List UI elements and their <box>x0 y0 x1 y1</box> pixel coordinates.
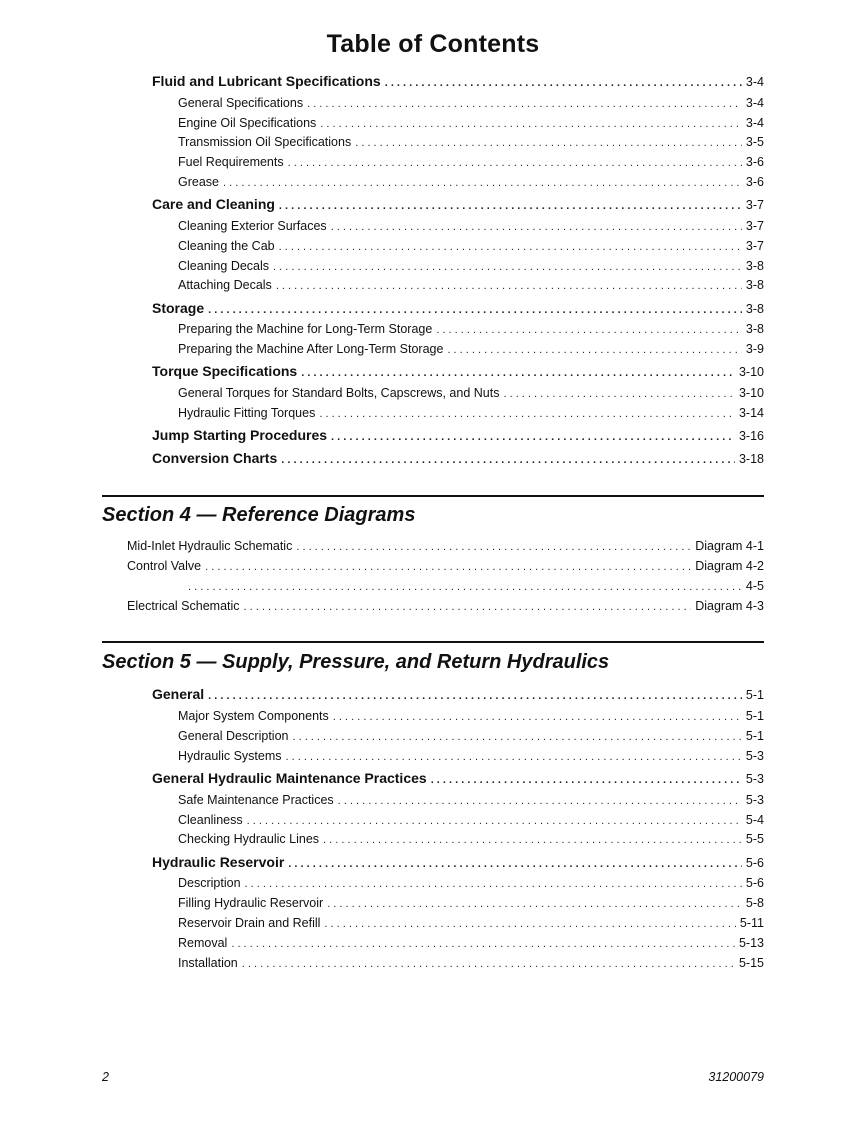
leader-dots <box>338 795 742 807</box>
leader-dots <box>447 344 741 356</box>
leader-dots <box>242 958 735 970</box>
toc-entry-label: Cleaning Decals <box>178 259 270 273</box>
section-5-heading: Section 5 — Supply, Pressure, and Return Hydraulics <box>102 651 610 673</box>
toc-entry-row[interactable] <box>178 96 764 110</box>
leader-dots <box>331 431 735 443</box>
toc-entry-label: Preparing the Machine for Long-Term Storage <box>178 322 433 336</box>
page-ref: 3-14 <box>738 406 764 420</box>
toc-entry-row[interactable] <box>178 793 764 807</box>
toc-entry-label: Reservoir Drain and Refill <box>178 916 321 930</box>
page-ref: 3-8 <box>745 259 764 273</box>
toc-entry-row[interactable] <box>127 559 764 573</box>
leader-dots <box>327 898 742 910</box>
leader-dots <box>288 157 742 169</box>
page-ref: 5-13 <box>738 936 764 950</box>
leader-dots <box>436 324 742 336</box>
toc-entry-label: Electrical Schematic <box>127 599 240 613</box>
toc-entry-row[interactable] <box>178 239 764 253</box>
leader-dots <box>307 98 742 110</box>
leader-dots <box>208 690 742 702</box>
leader-dots <box>331 221 742 233</box>
page-ref: 3-16 <box>738 429 764 443</box>
page-ref: 5-6 <box>745 876 764 890</box>
toc-entry-row[interactable] <box>178 749 764 763</box>
leader-dots <box>286 751 742 763</box>
page-ref: 5-5 <box>745 832 764 846</box>
page-ref: 5-6 <box>745 856 764 870</box>
leader-dots <box>385 77 742 89</box>
toc-entry-label: Mid-Inlet Hydraulic Schematic <box>127 539 293 553</box>
toc-entry-row[interactable] <box>178 813 764 827</box>
leader-dots <box>244 601 692 613</box>
leader-dots <box>247 815 742 827</box>
toc-entry-row[interactable] <box>178 259 764 273</box>
page-number: 2 <box>102 1070 109 1084</box>
toc-entry-label: Cleanliness <box>178 813 243 827</box>
leader-dots <box>323 834 742 846</box>
toc-heading-row[interactable] <box>152 73 764 89</box>
toc-entry-row[interactable] <box>178 916 764 930</box>
leader-dots <box>223 177 742 189</box>
leader-dots <box>208 304 742 316</box>
page-ref: 3-7 <box>745 198 764 212</box>
toc-heading-label: Storage <box>152 300 205 316</box>
toc-entry-label: Removal <box>178 936 228 950</box>
toc-heading-label: Hydraulic Reservoir <box>152 854 285 870</box>
toc-entry-label: Safe Maintenance Practices <box>178 793 334 807</box>
page-ref: 5-3 <box>745 793 764 807</box>
toc-entry-label: Cleaning Exterior Surfaces <box>178 219 327 233</box>
toc-entry-row[interactable] <box>178 956 764 970</box>
toc-heading-label: Care and Cleaning <box>152 196 275 212</box>
leader-dots <box>276 280 742 292</box>
page-ref: 5-1 <box>745 729 764 743</box>
toc-entry-row[interactable] <box>178 406 764 420</box>
toc-entry-label: Attaching Decals <box>178 278 272 292</box>
toc-entry-row[interactable] <box>178 175 764 189</box>
leader-dots <box>320 118 742 130</box>
page-ref: 3-4 <box>745 116 764 130</box>
leader-dots <box>288 858 742 870</box>
page-ref: Diagram 4-1 <box>695 539 764 553</box>
toc-heading-label: Jump Starting Procedures <box>152 427 328 443</box>
page-ref: 3-4 <box>745 96 764 110</box>
toc-entry-row[interactable] <box>178 322 764 336</box>
page-ref: 3-4 <box>745 75 764 89</box>
leader-dots <box>355 137 742 149</box>
page-ref: 5-1 <box>745 709 764 723</box>
toc-entry-label: Checking Hydraulic Lines <box>178 832 320 846</box>
toc-entry-label: Hydraulic Systems <box>178 749 282 763</box>
toc-heading-row[interactable] <box>152 427 764 443</box>
page-ref: 5-8 <box>745 896 764 910</box>
leader-dots <box>245 878 742 890</box>
toc-heading-label: Fluid and Lubricant Specifications <box>152 73 381 89</box>
page-ref: 5-15 <box>738 956 764 970</box>
page-ref: 3-8 <box>745 322 764 336</box>
leader-dots <box>301 367 735 379</box>
toc-heading-row[interactable] <box>152 854 764 870</box>
page-ref: 3-8 <box>745 278 764 292</box>
toc-heading-row[interactable] <box>152 363 764 379</box>
section-divider <box>102 641 764 643</box>
leader-dots <box>205 561 691 573</box>
page-ref: 4-5 <box>745 579 764 593</box>
toc-heading-label: Torque Specifications <box>152 363 298 379</box>
page-ref: 3-7 <box>745 219 764 233</box>
toc-entry-label: General Torques for Standard Bolts, Capscrews, and Nuts <box>178 386 500 400</box>
leader-dots <box>319 408 735 420</box>
toc-entry-row[interactable] <box>178 709 764 723</box>
toc-heading-label: General Hydraulic Maintenance Practices <box>152 770 427 786</box>
leader-dots <box>431 774 742 786</box>
page-ref: 3-18 <box>738 452 764 466</box>
toc-heading-row[interactable] <box>152 300 764 316</box>
toc-heading-row[interactable] <box>152 686 764 702</box>
page-ref: 3-7 <box>745 239 764 253</box>
toc-entry-label: General Description <box>178 729 289 743</box>
page-ref: 5-3 <box>745 749 764 763</box>
page-ref: 3-10 <box>738 386 764 400</box>
toc-entry-label: Hydraulic Fitting Torques <box>178 406 316 420</box>
page-ref: Diagram 4-3 <box>695 599 764 613</box>
toc-entry-row[interactable] <box>178 386 764 400</box>
page-ref: 5-4 <box>745 813 764 827</box>
page-ref: 5-11 <box>739 916 764 930</box>
toc-heading-row[interactable] <box>152 450 764 466</box>
toc-entry-row[interactable] <box>127 539 764 553</box>
page-ref: 3-8 <box>745 302 764 316</box>
document-number: 31200079 <box>708 1070 764 1084</box>
leader-dots <box>503 388 735 400</box>
toc-heading-row[interactable] <box>152 196 764 212</box>
page-ref: 5-1 <box>745 688 764 702</box>
toc-entry-row[interactable] <box>178 135 764 149</box>
toc-entry-label: Description <box>178 876 241 890</box>
leader-dots <box>296 541 691 553</box>
page-ref: 3-10 <box>738 365 764 379</box>
page-ref: 3-6 <box>745 155 764 169</box>
toc-heading-row[interactable] <box>152 770 764 786</box>
toc-entry-label: Control Valve <box>127 559 202 573</box>
leader-dots <box>188 581 742 593</box>
toc-entry-label: Installation <box>178 956 238 970</box>
leader-dots <box>292 731 741 743</box>
toc-heading-label: General <box>152 686 205 702</box>
section-4-heading: Section 4 — Reference Diagrams <box>102 504 416 526</box>
toc-entry-row[interactable] <box>178 876 764 890</box>
toc-entry-label: Fuel Requirements <box>178 155 284 169</box>
leader-dots <box>231 938 735 950</box>
toc-entry-label: Transmission Oil Specifications <box>178 135 352 149</box>
toc-entry-row[interactable] <box>178 936 764 950</box>
toc-entry-label: Cleaning the Cab <box>178 239 275 253</box>
toc-heading-label: Conversion Charts <box>152 450 278 466</box>
toc-entry-row[interactable] <box>178 342 764 356</box>
page-ref: 5-3 <box>745 772 764 786</box>
page-title: Table of Contents <box>326 30 540 58</box>
toc-entry-label: General Specifications <box>178 96 304 110</box>
toc-entry-row[interactable] <box>184 579 764 593</box>
page-ref: 3-6 <box>745 175 764 189</box>
section-divider <box>102 495 764 497</box>
leader-dots <box>273 261 742 273</box>
leader-dots <box>333 711 742 723</box>
leader-dots <box>279 241 742 253</box>
leader-dots <box>281 454 735 466</box>
toc-entry-label: Grease <box>178 175 219 189</box>
toc-entry-row[interactable] <box>178 155 764 169</box>
toc-entry-label: Preparing the Machine After Long-Term Storage <box>178 342 444 356</box>
leader-dots <box>279 200 742 212</box>
page-ref: 3-9 <box>745 342 764 356</box>
toc-entry-label: Engine Oil Specifications <box>178 116 317 130</box>
toc-entry-row[interactable] <box>178 832 764 846</box>
toc-entry-row[interactable] <box>178 896 764 910</box>
toc-entry-row[interactable] <box>178 219 764 233</box>
toc-entry-row[interactable] <box>178 116 764 130</box>
toc-entry-label: Major System Components <box>178 709 329 723</box>
page-ref: 3-5 <box>745 135 764 149</box>
toc-entry-row[interactable] <box>127 599 764 613</box>
page-ref: Diagram 4-2 <box>695 559 764 573</box>
toc-entry-label: Filling Hydraulic Reservoir <box>178 896 324 910</box>
toc-entry-row[interactable] <box>178 729 764 743</box>
leader-dots <box>324 918 735 930</box>
toc-entry-row[interactable] <box>178 278 764 292</box>
